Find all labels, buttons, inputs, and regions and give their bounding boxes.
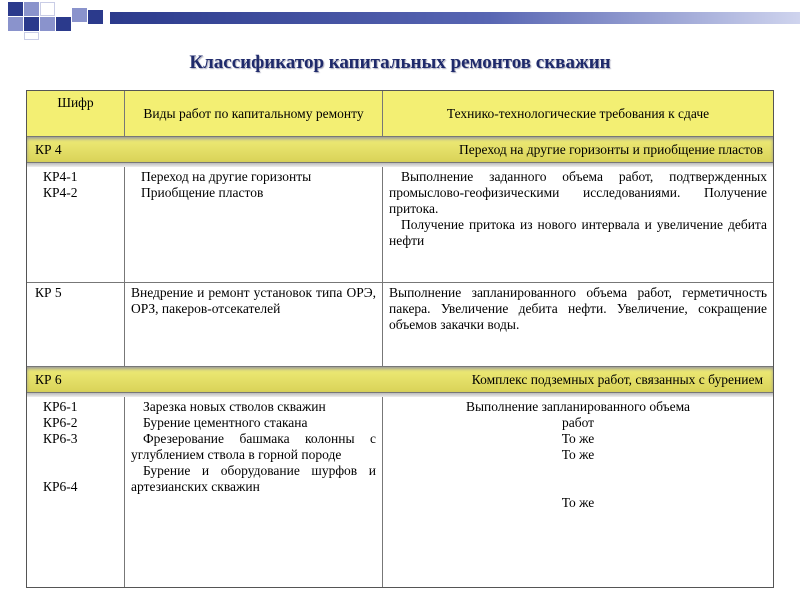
requirement-text: То же — [561, 447, 595, 462]
decor-square — [24, 17, 39, 31]
work-cell — [125, 167, 383, 282]
decor-square — [24, 32, 39, 40]
code: КР 5 — [27, 283, 125, 366]
codes-cell — [27, 167, 125, 282]
work-item: Бурение и оборудование шурфов и артезианских скважин — [131, 463, 376, 494]
requirement-text: Выполнение заданного объема работ, подтвержденных промыслово-геофизическими исследованиями. Получение притока. — [389, 169, 767, 216]
table-row-kr4 — [27, 167, 773, 283]
requirement-text: Выполнение запланированного объема работ — [465, 399, 691, 430]
requirement-text: Получение притока из нового интервала и увеличение дебита нефти — [389, 217, 767, 248]
table-row-kr5 — [27, 283, 773, 367]
requirement-text: То же — [561, 495, 595, 510]
codes-cell — [27, 397, 125, 587]
header-requirements: Технико-технологические требования к сдаче — [446, 105, 710, 121]
work-cell: Внедрение и ремонт установок типа ОРЭ, ОРЗ, пакеров-отсекателей — [125, 283, 383, 366]
decor-square — [88, 10, 103, 24]
decor-square — [8, 17, 23, 31]
table-header-row — [27, 91, 773, 137]
work-item: Фрезерование башмака колонны с углублением ствола в горной породе — [131, 431, 376, 462]
code: КР6-3 — [43, 431, 78, 446]
decor-square — [24, 2, 39, 16]
decor-square — [40, 17, 55, 31]
group-code: КР 6 — [35, 371, 62, 387]
code: КР4-1 — [43, 169, 78, 184]
header-gradient-bar — [110, 12, 800, 24]
code: КР4-2 — [43, 185, 78, 200]
requirements-cell — [383, 397, 773, 587]
code: КР6-1 — [43, 399, 78, 414]
group-title: Переход на другие горизонты и приобщение пластов — [459, 141, 763, 157]
decorative-header-band — [0, 0, 800, 40]
work-item: Зарезка новых стволов скважин — [143, 399, 326, 414]
work-item: Переход на другие горизонты — [141, 169, 312, 184]
header-cipher: Шифр — [27, 91, 125, 136]
decor-square — [56, 17, 71, 31]
table-row-kr6 — [27, 397, 773, 587]
requirements-cell — [383, 167, 773, 282]
group-row-kr6 — [27, 367, 773, 393]
decor-square — [40, 2, 55, 16]
requirement-text: То же — [561, 431, 595, 446]
decor-square — [8, 2, 23, 16]
group-code: КР 4 — [35, 141, 62, 157]
code: КР6-4 — [43, 479, 78, 494]
classifier-table — [26, 90, 774, 588]
header-work-types: Виды работ по капитальному ремонту — [125, 91, 383, 136]
work-item: Бурение цементного стакана — [143, 415, 308, 430]
code: КР6-2 — [43, 415, 78, 430]
requirements-cell: Выполнение запланированного объема работ, герметичность пакера. Увеличение дебита нефти. Увеличение, сокращение объемов закачки воды. — [389, 285, 767, 332]
group-row-kr4 — [27, 137, 773, 163]
decor-square — [72, 8, 87, 22]
work-cell — [125, 397, 383, 587]
group-title: Комплекс подземных работ, связанных с бурением — [471, 371, 763, 387]
work-item: Приобщение пластов — [141, 185, 264, 200]
slide-title: Классификатор капитальных ремонтов скважин — [189, 52, 611, 73]
